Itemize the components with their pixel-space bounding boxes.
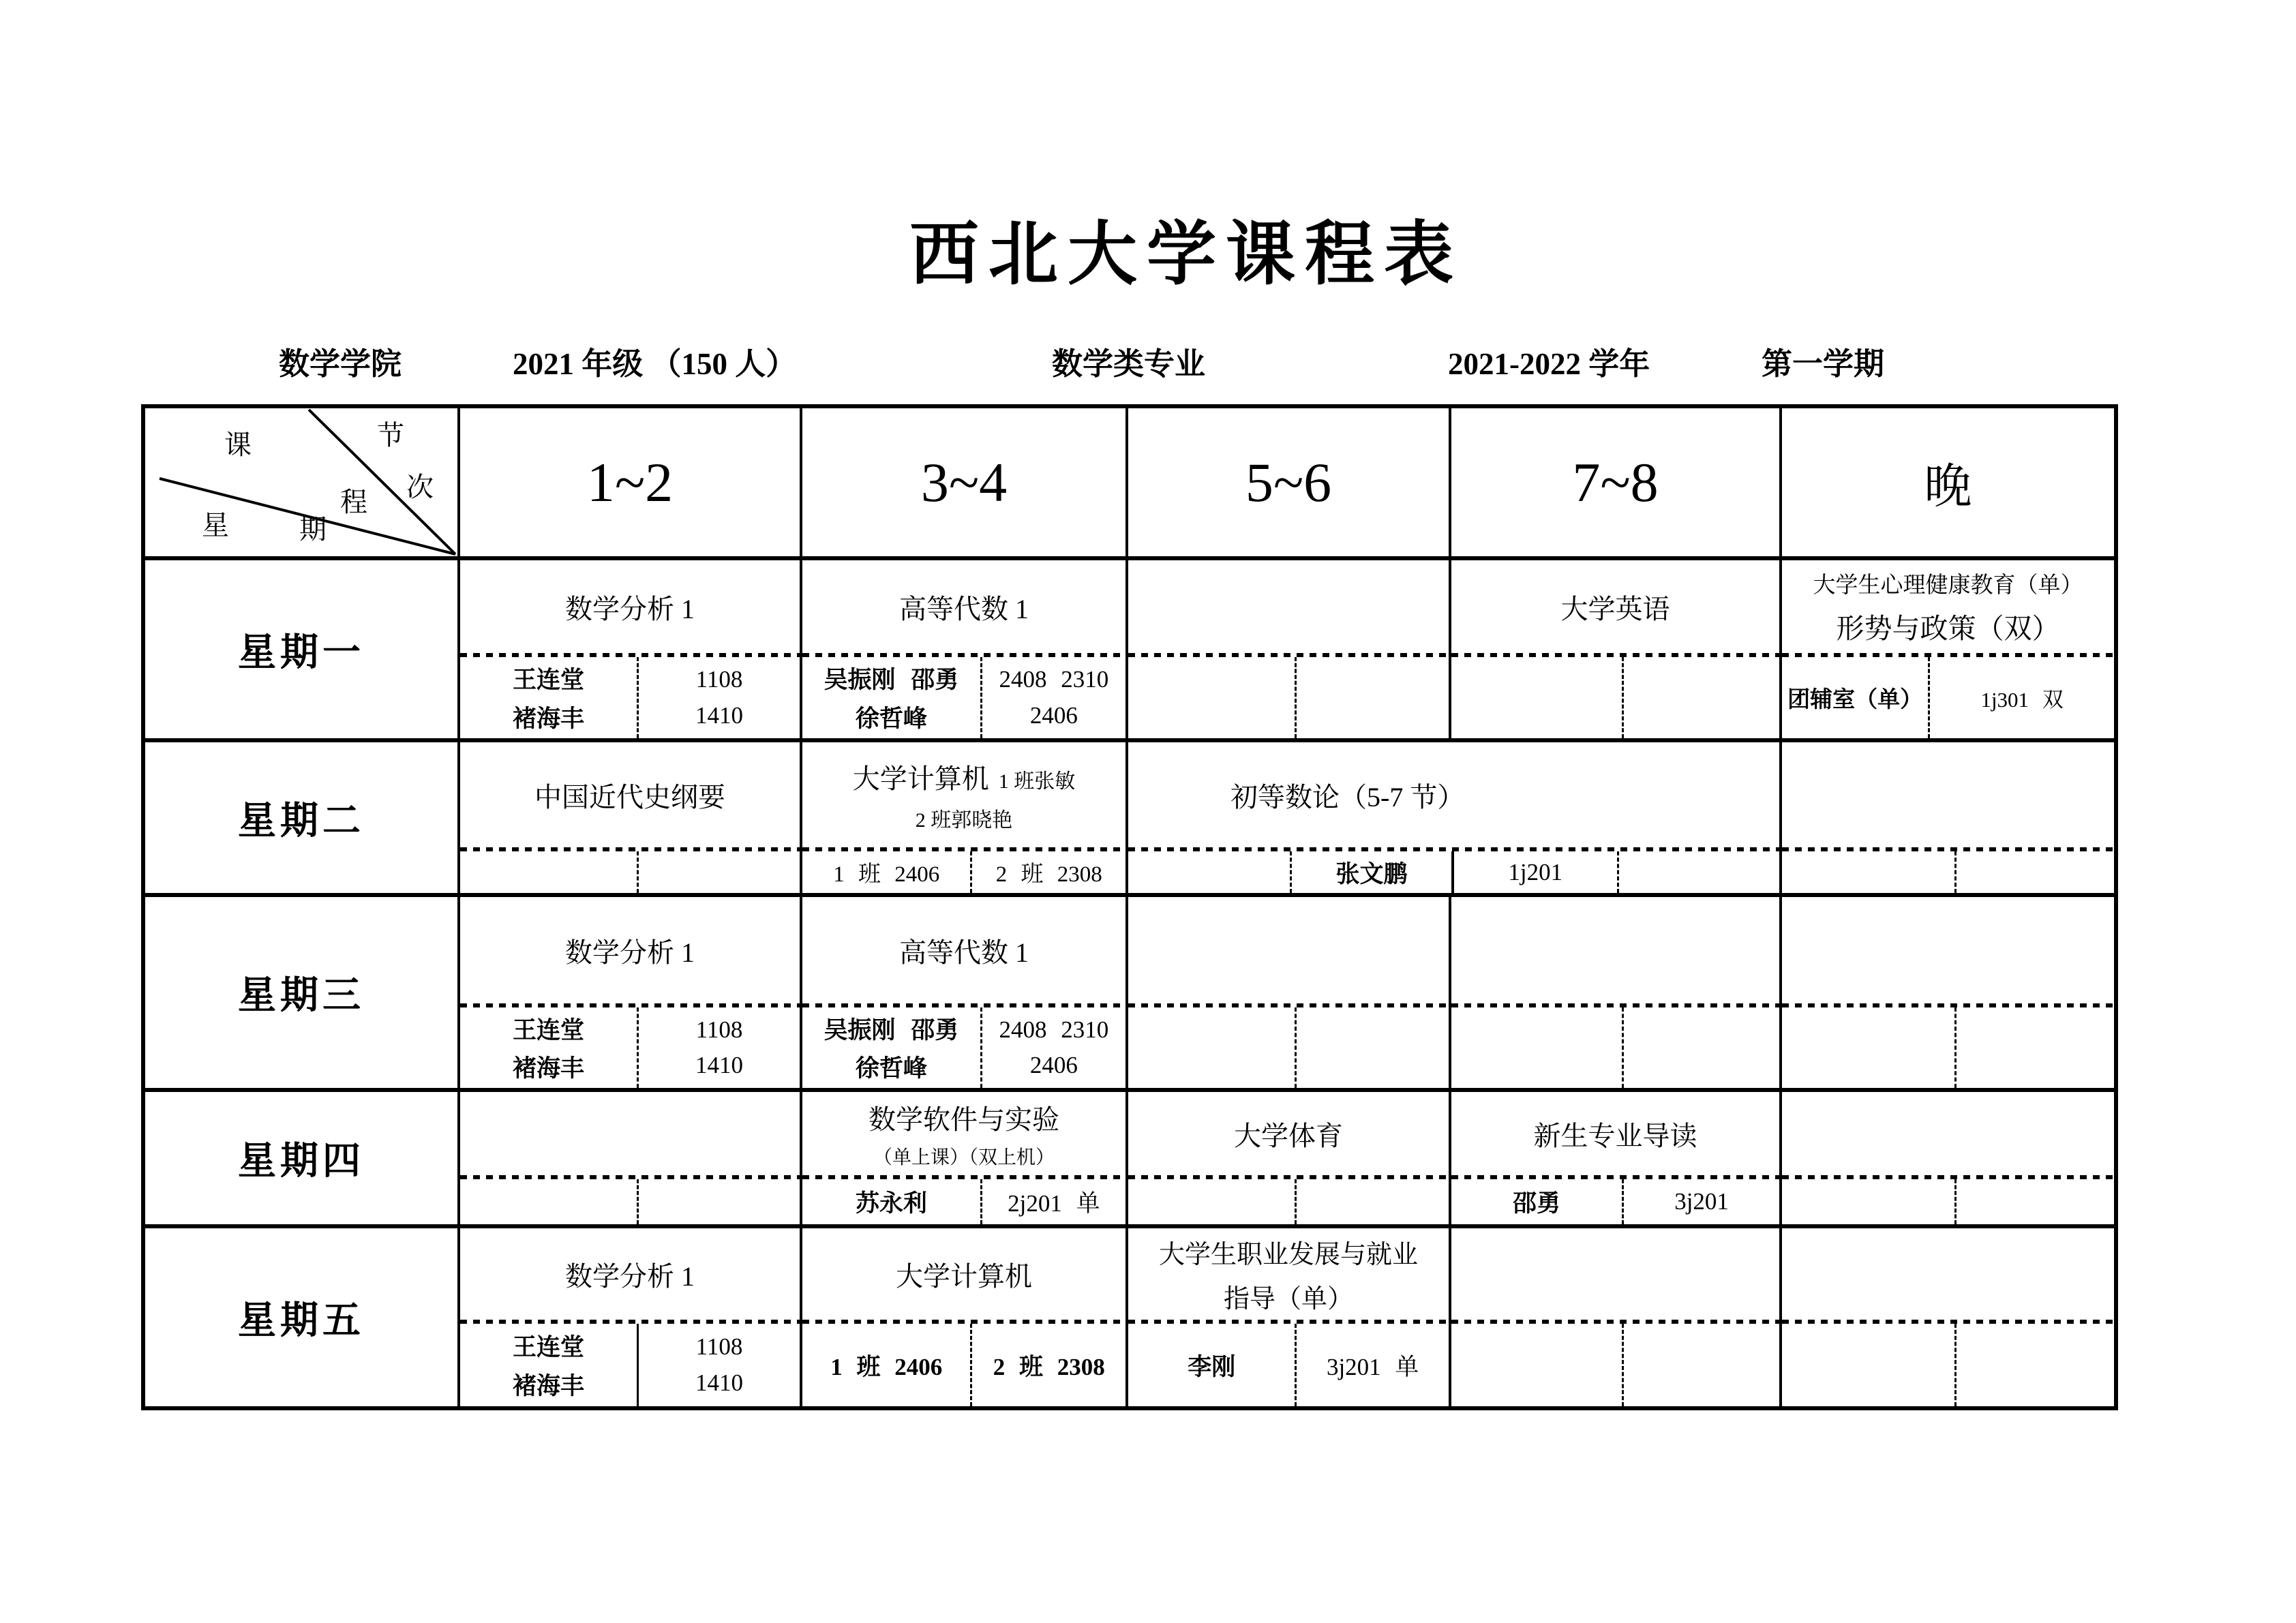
academic-year-label: 2021-2022 学年	[1448, 347, 1650, 381]
cell-friday-7-8	[1449, 1228, 1779, 1406]
header-row	[145, 408, 2114, 556]
teacher-name: 张文鹏	[1335, 860, 1408, 888]
room-number: 1410	[695, 702, 743, 729]
cell-tuesday-3-4	[800, 742, 1126, 893]
course-note: （单上课）（双上机）	[873, 1147, 1055, 1168]
teacher-name: 褚海丰	[512, 705, 584, 732]
corner-label-week-2: 期	[299, 514, 327, 545]
day-label-monday: 星期一	[238, 630, 365, 673]
semester-label: 第一学期	[1762, 347, 1885, 381]
course-name: 新生专业导读	[1533, 1120, 1697, 1151]
room-number: 2j201 单	[1008, 1190, 1100, 1217]
cell-tuesday-1-2	[457, 742, 800, 893]
cell-tuesday-5-8-merged	[1126, 742, 1779, 893]
cell-wednesday-5-6	[1126, 897, 1449, 1088]
course-name: 数学分析 1	[565, 1260, 695, 1292]
room-number: 1410	[695, 1052, 743, 1079]
cell-thursday-7-8	[1449, 1092, 1779, 1224]
row-wednesday	[145, 893, 2114, 1088]
teacher-name: 李刚	[1188, 1353, 1236, 1380]
room-number: 2408 2310	[999, 1016, 1109, 1043]
room-number: 1108	[695, 666, 743, 693]
cell-monday-1-2	[457, 560, 800, 738]
teacher-name: 王连堂	[512, 1334, 584, 1361]
teacher-name: 团辅室（单）	[1787, 688, 1923, 712]
cell-monday-3-4	[800, 560, 1126, 738]
class-room: 2 班 2308	[993, 1353, 1105, 1380]
room-number: 1j301 双	[1980, 688, 2064, 712]
class-room: 1 班 2406	[833, 862, 940, 887]
course-name: 大学生职业发展与就业	[1158, 1241, 1418, 1269]
course-name: 大学体育	[1234, 1120, 1343, 1151]
cell-monday-evening	[1779, 560, 2114, 738]
cell-friday-1-2	[457, 1228, 800, 1406]
day-label-wednesday: 星期三	[238, 973, 365, 1016]
room-number: 2406	[1029, 1052, 1078, 1079]
teacher-name: 吴振刚 邵勇	[824, 1017, 959, 1044]
course-name: 指导（单）	[1223, 1285, 1353, 1314]
teacher-name: 王连堂	[512, 1017, 584, 1044]
class-group-teacher: 1 班张敏	[998, 770, 1076, 793]
corner-label-course-1: 课	[224, 429, 252, 460]
corner-label-course-2: 程	[340, 487, 367, 517]
course-name: 大学计算机	[852, 763, 989, 794]
room-number: 2408 2310	[999, 666, 1109, 693]
course-name: 大学英语	[1560, 593, 1670, 624]
course-name: 数学软件与实验	[868, 1104, 1059, 1135]
period-header-3-4: 3~4	[800, 408, 1126, 556]
room-number: 1j201	[1508, 858, 1563, 885]
cell-thursday-3-4	[800, 1092, 1126, 1224]
room-number: 2406	[1029, 702, 1078, 729]
teacher-name: 徐哲峰	[855, 705, 927, 732]
row-monday	[145, 556, 2114, 738]
cell-wednesday-3-4	[800, 897, 1126, 1088]
teacher-name: 邵勇	[1513, 1190, 1561, 1217]
corner-cell	[145, 408, 457, 556]
room-number: 3j201 单	[1326, 1353, 1419, 1380]
corner-label-week-1: 星	[202, 510, 229, 541]
course-name: 大学计算机	[896, 1260, 1032, 1292]
class-room: 2 班 2308	[995, 862, 1102, 887]
period-header-evening: 晚	[1779, 408, 2114, 556]
page-title: 西北大学课程表	[909, 217, 1463, 294]
class-room: 1 班 2406	[830, 1353, 943, 1380]
cell-friday-5-6	[1126, 1228, 1449, 1406]
period-header-5-6: 5~6	[1126, 408, 1449, 556]
day-label-tuesday: 星期二	[238, 798, 365, 842]
day-label-thursday: 星期四	[238, 1139, 365, 1182]
row-friday	[145, 1224, 2114, 1406]
course-name: 数学分析 1	[565, 937, 695, 968]
department-label: 数学学院	[279, 347, 402, 381]
day-label-friday: 星期五	[238, 1298, 365, 1341]
room-number: 3j201	[1674, 1188, 1729, 1215]
teacher-name: 王连堂	[512, 667, 584, 694]
course-name: 数学分析 1	[565, 593, 695, 624]
course-name: 高等代数 1	[899, 937, 1029, 968]
room-number: 1410	[695, 1369, 743, 1397]
room-number: 1108	[695, 1016, 743, 1043]
course-name: 大学生心理健康教育（单）	[1813, 573, 2083, 598]
timetable	[141, 404, 2118, 1410]
cell-wednesday-7-8	[1449, 897, 1779, 1088]
teacher-name: 褚海丰	[512, 1373, 584, 1399]
cell-monday-5-6	[1126, 560, 1449, 738]
room-number: 1108	[695, 1333, 743, 1360]
cell-friday-evening	[1779, 1228, 2114, 1406]
teacher-name: 吴振刚 邵勇	[824, 667, 959, 694]
teacher-name: 徐哲峰	[855, 1055, 927, 1082]
major-label: 数学类专业	[1052, 347, 1206, 381]
cell-wednesday-1-2	[457, 897, 800, 1088]
teacher-name: 苏永利	[855, 1190, 927, 1217]
cell-monday-7-8	[1449, 560, 1779, 738]
course-name: 高等代数 1	[899, 593, 1029, 624]
cell-wednesday-evening	[1779, 897, 2114, 1088]
grade-label: 2021 年级 （150 人）	[513, 347, 797, 381]
course-name: 中国近代史纲要	[534, 781, 725, 813]
row-tuesday	[145, 738, 2114, 893]
corner-label-period-2: 次	[406, 472, 434, 502]
teacher-name: 褚海丰	[512, 1055, 584, 1082]
period-header-7-8: 7~8	[1449, 408, 1779, 556]
corner-label-period-1: 节	[377, 420, 404, 451]
class-group-teacher: 2 班郭晓艳	[915, 808, 1013, 832]
course-name: 初等数论（5-7 节）	[1230, 781, 1465, 813]
cell-thursday-5-6	[1126, 1092, 1449, 1224]
cell-thursday-evening	[1779, 1092, 2114, 1224]
period-header-1-2: 1~2	[457, 408, 800, 556]
cell-thursday-1-2	[457, 1092, 800, 1224]
cell-friday-3-4	[800, 1228, 1126, 1406]
row-thursday	[145, 1088, 2114, 1224]
course-name: 形势与政策（双）	[1836, 613, 2060, 644]
cell-tuesday-evening	[1779, 742, 2114, 893]
